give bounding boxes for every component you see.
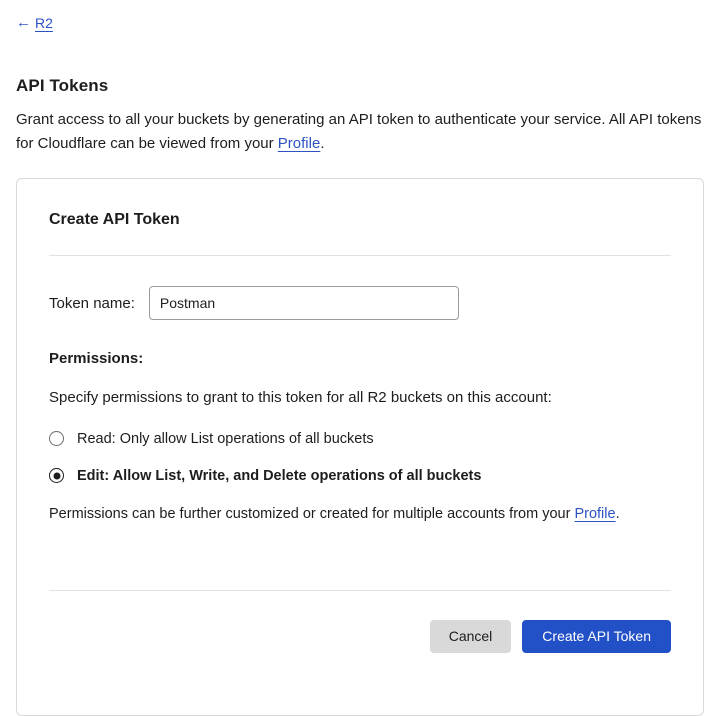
permissions-note-text-1: Permissions can be further customized or created for multiple accounts from your — [49, 505, 575, 522]
token-name-input[interactable] — [149, 286, 459, 320]
cancel-button[interactable]: Cancel — [430, 620, 512, 653]
page-description — [16, 108, 704, 156]
card-title-divider — [49, 255, 671, 256]
page-title: API Tokens — [16, 76, 109, 95]
permission-option-edit[interactable] — [49, 468, 671, 484]
page-description-text-1: Grant access to all your buckets by generating an API token to authenticate your service. All API tokens for Cloudflare can be viewed from your — [16, 111, 702, 152]
radio-edit-icon[interactable] — [49, 468, 64, 483]
profile-link-header[interactable]: Profile — [277, 135, 321, 152]
page-description-text-2: . — [320, 135, 325, 152]
back-link-label: R2 — [35, 14, 53, 31]
profile-link-permissions[interactable]: Profile — [574, 505, 616, 522]
create-api-token-button[interactable]: Create API Token — [522, 620, 671, 653]
card-title: Create API Token — [49, 211, 180, 228]
permissions-note — [49, 506, 671, 522]
card-actions — [49, 620, 671, 653]
permission-option-read[interactable] — [49, 431, 671, 447]
back-to-r2-link[interactable] — [16, 15, 53, 30]
card-footer-divider — [49, 590, 671, 591]
permissions-note-text-2: . — [615, 505, 620, 522]
permission-option-read-label: Read: Only allow List operations of all buckets — [77, 430, 374, 447]
radio-read-icon[interactable] — [49, 431, 64, 446]
token-name-row — [49, 286, 671, 320]
permissions-description: Specify permissions to grant to this token for all R2 buckets on this account: — [49, 389, 552, 406]
arrow-left-icon: ← — [16, 14, 31, 31]
create-api-token-card — [16, 178, 704, 716]
permission-option-edit-label: Edit: Allow List, Write, and Delete operations of all buckets — [77, 467, 482, 484]
permissions-title: Permissions: — [49, 350, 144, 367]
token-name-label: Token name: — [49, 294, 135, 312]
